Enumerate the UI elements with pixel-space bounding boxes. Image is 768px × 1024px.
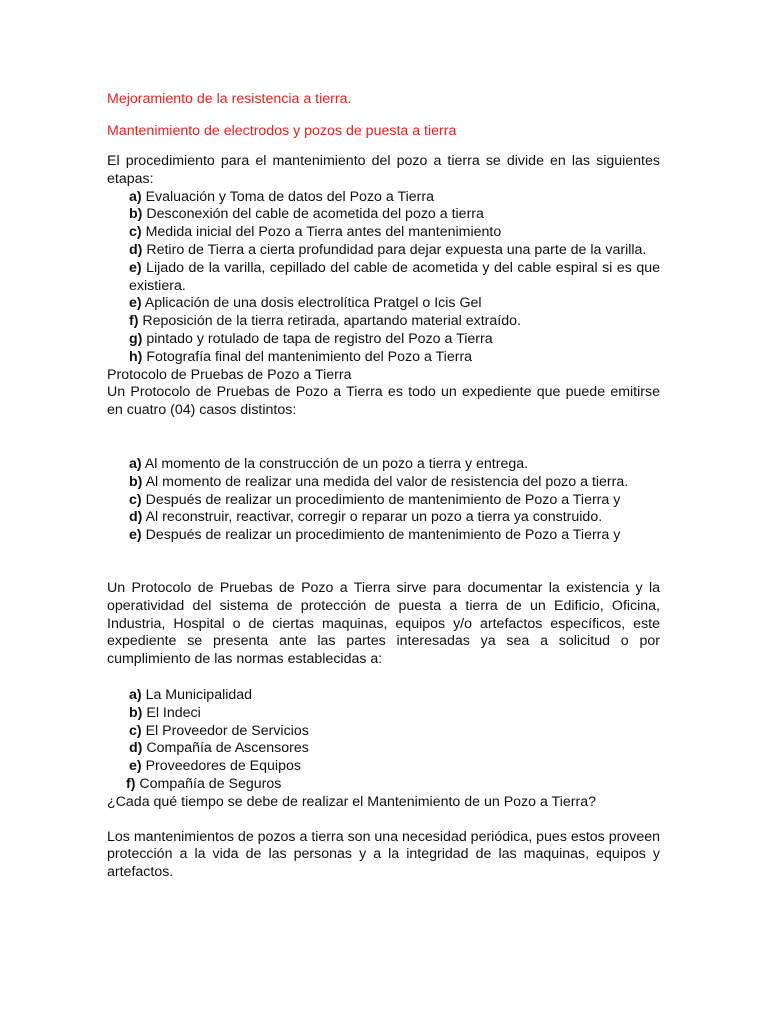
list-item: d) Compañía de Ascensores xyxy=(129,740,309,757)
list-item: b) El Indeci xyxy=(129,704,201,721)
list-item: e) Aplicación de una dosis electrolítica Pratgel o Icis Gel xyxy=(129,295,482,312)
list-item: e) Lijado de la varilla, cepillado del cable de acometida y del cable espiral si es que existiera. xyxy=(129,259,660,294)
protocol-intro-paragraph: Un Protocolo de Pruebas de Pozo a Tierra es todo un expediente que puede emitirse en cuatro (04) casos distintos: xyxy=(107,384,660,419)
maintenance-steps-list xyxy=(107,189,660,367)
heading-electrode-maintenance: Mantenimiento de electrodos y pozos de puesta a tierra xyxy=(107,123,457,139)
purpose-paragraph: Un Protocolo de Pruebas de Pozo a Tierra sirve para documentar la existencia y la operatividad del sistema de protección de puesta a tierra de un Edificio, Oficina, Industria, Hospital o de ciertas maquinas, equipos y/o artefactos específicos, este expediente se presenta ante las partes interesadas ya sea a solicitud o por cumplimiento de las normas establecidas a: xyxy=(107,579,660,668)
question-line: ¿Cada qué tiempo se debe de realizar el Mantenimiento de un Pozo a Tierra? xyxy=(107,793,596,810)
entities-list xyxy=(107,687,660,794)
list-item: h) Fotografía final del mantenimiento del Pozo a Tierra xyxy=(129,348,473,365)
list-item: a) La Municipalidad xyxy=(129,686,253,703)
spacer xyxy=(107,545,660,580)
document-body xyxy=(107,90,660,882)
heading-resistance-improvement: Mejoramiento de la resistencia a tierra. xyxy=(107,91,352,107)
protocol-title: Protocolo de Pruebas de Pozo a Tierra xyxy=(107,366,352,383)
list-item: e) Después de realizar un procedimiento de mantenimiento de Pozo a Tierra y xyxy=(129,527,621,544)
list-item: e) Proveedores de Equipos xyxy=(129,758,301,775)
list-item: a) Al momento de la construcción de un pozo a tierra y entrega. xyxy=(129,455,529,472)
intro-paragraph: El procedimiento para el mantenimiento del pozo a tierra se divide en las siguientes etapas: xyxy=(107,153,660,187)
spacer xyxy=(107,420,660,456)
list-item: d) Al reconstruir, reactivar, corregir o reparar un pozo a tierra ya construido. xyxy=(129,509,603,526)
spacer xyxy=(107,812,660,829)
list-item: g) pintado y rotulado de tapa de registro del Pozo a Tierra xyxy=(129,330,493,347)
list-item: b) Desconexión del cable de acometida del pozo a tierra xyxy=(129,206,484,223)
protocol-cases-list xyxy=(107,456,660,545)
list-item: c) El Proveedor de Servicios xyxy=(129,722,309,739)
list-item: f) Compañía de Seguros xyxy=(126,775,282,792)
list-item: c) Medida inicial del Pozo a Tierra antes del mantenimiento xyxy=(129,224,502,241)
answer-paragraph: Los mantenimientos de pozos a tierra son una necesidad periódica, pues estos proveen protección a la vida de las personas y a la integridad de las maquinas, equipos y artefactos. xyxy=(107,828,660,881)
list-item: b) Al momento de realizar una medida del valor de resistencia del pozo a tierra. xyxy=(129,473,629,490)
list-item: d) Retiro de Tierra a cierta profundidad para dejar expuesta una parte de la varilla. xyxy=(129,241,647,258)
list-item: a) Evaluación y Toma de datos del Pozo a Tierra xyxy=(129,188,434,205)
spacer xyxy=(107,669,660,687)
list-item: c) Después de realizar un procedimiento de mantenimiento de Pozo a Tierra y xyxy=(129,491,621,508)
list-item: f) Reposición de la tierra retirada, apartando material extraído. xyxy=(129,313,521,330)
